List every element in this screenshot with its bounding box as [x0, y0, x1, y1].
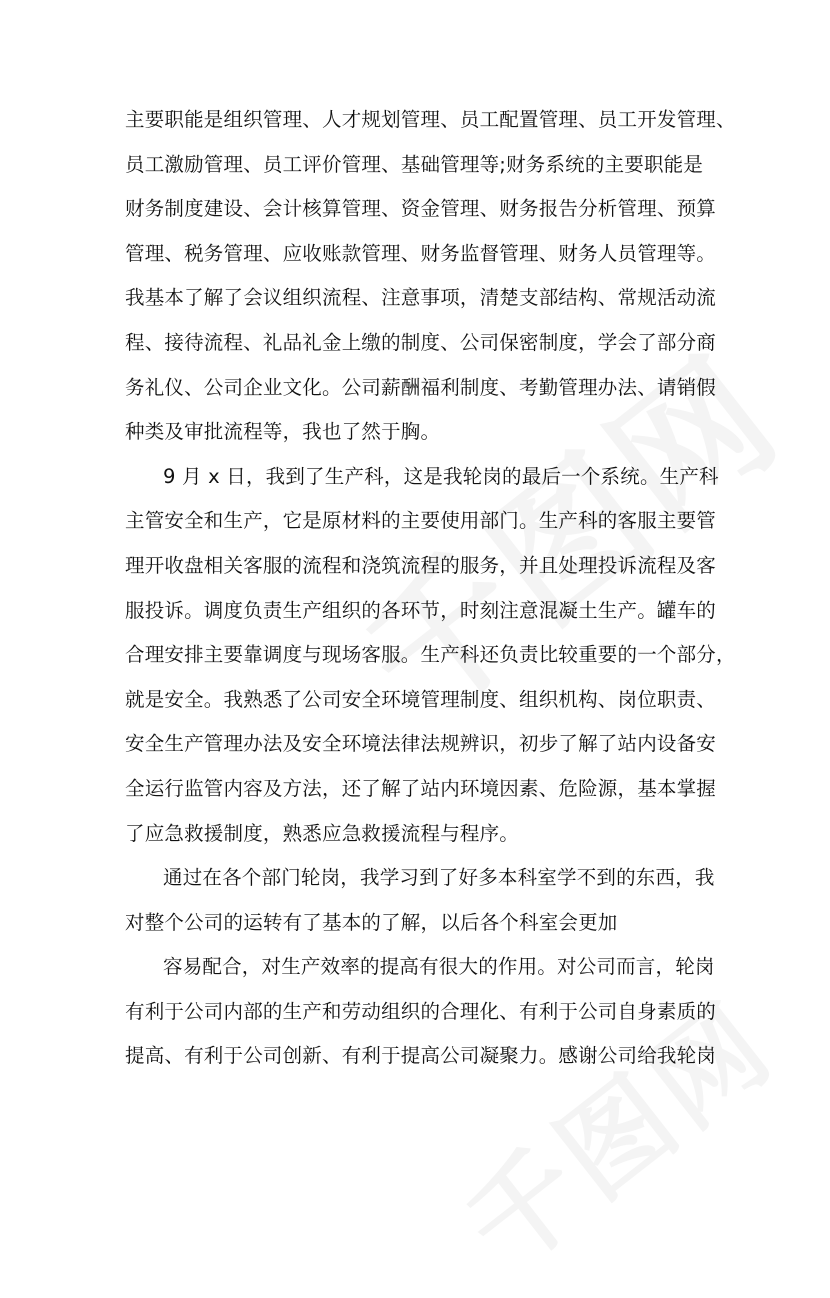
text-line: 务礼仪、公司企业文化。公司薪酬福利制度、考勤管理办法、请销假: [125, 375, 717, 399]
text-line: 了应急救援制度，熟悉应急救援流程与程序。: [125, 821, 520, 845]
text-line: 员工激励管理、员工评价管理、基础管理等;财务系统的主要职能是: [125, 152, 704, 176]
text-line: 理开收盘相关客服的流程和浇筑流程的服务，并且处理投诉流程及客: [125, 553, 717, 577]
text-line: 提高、有利于公司创新、有利于提高公司凝聚力。感谢公司给我轮岗: [125, 1044, 717, 1068]
text-line: 财务制度建设、会计核算管理、资金管理、财务报告分析管理、预算: [125, 197, 717, 221]
paragraph-start-line: 容易配合，对生产效率的提高有很大的作用。对公司而言，轮岗: [163, 955, 715, 979]
text-line: 种类及审批流程等，我也了然于胸。: [125, 420, 441, 444]
document-body: [125, 98, 736, 1079]
paragraph-start-line: 9 月 x 日，我到了生产科，这是我轮岗的最后一个系统。生产科: [163, 464, 719, 488]
text-line: 服投诉。调度负责生产组织的各环节，时刻注意混凝土生产。罐车的: [125, 598, 717, 622]
text-line: 就是安全。我熟悉了公司安全环境管理制度、组织机构、岗位职责、: [125, 687, 717, 711]
text-line: 对整个公司的运转有了基本的了解，以后各个科室会更加: [125, 910, 618, 934]
text-line: 合理安排主要靠调度与现场客服。生产科还负责比较重要的一个部分，: [125, 643, 736, 667]
text-line: 安全生产管理办法及安全环境法律法规辨识，初步了解了站内设备安: [125, 732, 717, 756]
paragraph-start-line: 通过在各个部门轮岗，我学习到了好多本科室学不到的东西，我: [163, 866, 715, 890]
text-line: 有利于公司内部的生产和劳动组织的合理化、有利于公司自身素质的: [125, 999, 717, 1023]
text-line: 我基本了解了会议组织流程、注意事项，清楚支部结构、常规活动流: [125, 286, 717, 310]
text-line: 程、接待流程、礼品礼金上缴的制度、公司保密制度，学会了部分商: [125, 330, 717, 354]
text-line: 全运行监管内容及方法，还了解了站内环境因素、危险源，基本掌握: [125, 776, 717, 800]
text-line: 主要职能是组织管理、人才规划管理、员工配置管理、员工开发管理、: [125, 108, 736, 131]
text-line: 管理、税务管理、应收账款管理、财务监督管理、财务人员管理等。: [125, 241, 717, 265]
text-line: 主管安全和生产，它是原材料的主要使用部门。生产科的客服主要管: [125, 509, 717, 533]
